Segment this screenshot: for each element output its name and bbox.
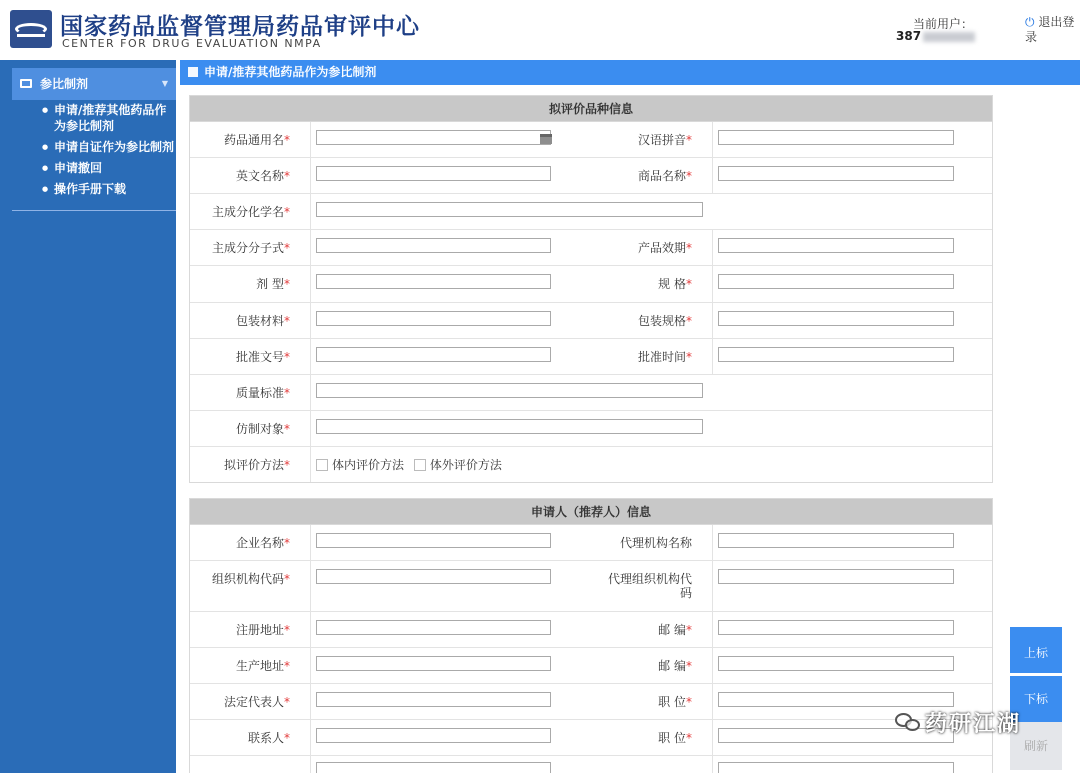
contact-input[interactable] bbox=[316, 728, 551, 743]
contact-position-label: 职 位* bbox=[658, 731, 692, 745]
sidebar-item-self-certify[interactable]: ● 申请自证作为参比制剂 bbox=[12, 139, 176, 155]
shelf-life-input[interactable] bbox=[718, 238, 954, 253]
org-code-label: 组织机构代码* bbox=[211, 572, 290, 586]
sidebar-menu-reference-preparation[interactable]: 参比制剂 ▼ bbox=[12, 68, 176, 100]
form-row bbox=[190, 303, 992, 339]
logout-button[interactable]: ⏻ 退出登录 bbox=[1025, 15, 1075, 44]
english-name-input[interactable] bbox=[316, 166, 551, 181]
form-row bbox=[190, 612, 992, 648]
packaging-material-label: 包装材料* bbox=[235, 314, 290, 328]
trade-name-label: 商品名称* bbox=[637, 169, 692, 183]
agency-name-label: 代理机构名称 bbox=[619, 536, 692, 550]
dosage-form-input[interactable] bbox=[316, 274, 551, 289]
legal-rep-position-label: 职 位* bbox=[658, 695, 692, 709]
packaging-material-input[interactable] bbox=[316, 311, 551, 326]
current-user-value: 387 bbox=[896, 29, 975, 43]
in-vivo-label: 体内评价方法 bbox=[332, 458, 405, 472]
form-row bbox=[190, 411, 992, 447]
form-row bbox=[190, 561, 992, 612]
package-spec-label: 包装规格* bbox=[637, 314, 692, 328]
form-row bbox=[190, 194, 992, 230]
pinyin-label: 汉语拼音* bbox=[637, 133, 692, 147]
power-icon: ⏻ bbox=[1025, 15, 1035, 29]
package-spec-input[interactable] bbox=[718, 311, 954, 326]
refresh-button[interactable]: 刷新 bbox=[1010, 722, 1062, 770]
contact-label: 联系人* bbox=[247, 731, 290, 745]
eval-method-label: 拟评价方法* bbox=[223, 458, 290, 472]
sidebar bbox=[0, 60, 176, 773]
in-vivo-checkbox[interactable] bbox=[316, 459, 328, 471]
chem-name-input[interactable] bbox=[316, 202, 703, 217]
prod-address-input[interactable] bbox=[316, 656, 551, 671]
in-vitro-label: 体外评价方法 bbox=[429, 458, 502, 472]
wechat-icon bbox=[895, 713, 921, 733]
form-row bbox=[190, 684, 992, 720]
imitation-target-input[interactable] bbox=[316, 419, 703, 434]
form-row bbox=[190, 266, 992, 303]
page-title: 申请/推荐其他药品作为参比制剂 bbox=[204, 65, 377, 79]
quality-standard-input[interactable] bbox=[316, 383, 703, 398]
section-title-applicant: 申请人（推荐人）信息 bbox=[190, 499, 992, 525]
legal-rep-position-input[interactable] bbox=[718, 692, 954, 707]
sidebar-item-withdraw[interactable]: ● 申请撤回 bbox=[12, 160, 176, 176]
form-row bbox=[190, 230, 992, 266]
page-header bbox=[0, 0, 1080, 60]
postcode-input[interactable] bbox=[718, 620, 954, 635]
quality-standard-label: 质量标准* bbox=[235, 386, 290, 400]
form-row bbox=[190, 720, 992, 756]
legal-rep-input[interactable] bbox=[316, 692, 551, 707]
approval-date-input[interactable] bbox=[718, 347, 954, 362]
form-row bbox=[190, 158, 992, 194]
dosage-form-label: 剂 型* bbox=[256, 277, 290, 291]
watermark: 药研江湖 bbox=[895, 707, 1021, 738]
in-vitro-checkbox[interactable] bbox=[414, 459, 426, 471]
sidebar-submenu bbox=[12, 102, 176, 202]
sidebar-item-manual-download[interactable]: ● 操作手册下载 bbox=[12, 181, 176, 197]
org-code-input[interactable] bbox=[316, 569, 551, 584]
agency-org-code-input[interactable] bbox=[718, 569, 954, 584]
eval-method-options bbox=[316, 456, 508, 473]
generic-name-input[interactable] bbox=[316, 130, 551, 145]
chem-name-label: 主成分化学名* bbox=[211, 205, 290, 219]
form-row bbox=[190, 756, 992, 773]
sidebar-item-apply-recommend[interactable]: ● 申请/推荐其他药品作为参比制剂 bbox=[12, 102, 176, 134]
form-row bbox=[190, 525, 992, 561]
site-title: 国家药品监督管理局药品审评中心 bbox=[60, 14, 420, 40]
redacted-user-id bbox=[923, 32, 975, 42]
reg-address-label: 注册地址* bbox=[235, 623, 290, 637]
trade-name-input[interactable] bbox=[718, 166, 954, 181]
form-row bbox=[190, 122, 992, 158]
prod-address-label: 生产地址* bbox=[235, 659, 290, 673]
postcode-label: 邮 编* bbox=[658, 623, 692, 637]
form-row bbox=[190, 447, 992, 482]
form-row bbox=[190, 339, 992, 375]
cde-logo bbox=[10, 10, 52, 48]
molecular-formula-label: 主成分分子式* bbox=[211, 241, 290, 255]
agency-name-input[interactable] bbox=[718, 533, 954, 548]
specification-input[interactable] bbox=[718, 274, 954, 289]
form-row bbox=[190, 648, 992, 684]
sidebar-divider bbox=[12, 210, 176, 211]
contact-phone-input[interactable] bbox=[316, 762, 551, 773]
page-title-bar bbox=[180, 60, 1080, 85]
scroll-up-button[interactable]: 上标 bbox=[1010, 627, 1062, 673]
contact-extra-input[interactable] bbox=[718, 762, 954, 773]
section-title-drug-info: 拟评价品种信息 bbox=[190, 96, 992, 122]
calendar-icon[interactable] bbox=[540, 134, 552, 144]
pinyin-input[interactable] bbox=[718, 130, 954, 145]
company-name-input[interactable] bbox=[316, 533, 551, 548]
square-icon bbox=[188, 67, 198, 77]
caret-down-icon: ▼ bbox=[161, 79, 168, 88]
specification-label: 规 格* bbox=[658, 277, 692, 291]
legal-rep-label: 法定代表人* bbox=[223, 695, 290, 709]
prod-postcode-input[interactable] bbox=[718, 656, 954, 671]
form-row bbox=[190, 375, 992, 411]
approval-no-label: 批准文号* bbox=[235, 350, 290, 364]
site-subtitle: CENTER FOR DRUG EVALUATION NMPA bbox=[62, 37, 322, 50]
molecular-formula-input[interactable] bbox=[316, 238, 551, 253]
english-name-label: 英文名称* bbox=[235, 169, 290, 183]
agency-org-code-label: 代理组织机构代码 bbox=[607, 572, 692, 600]
book-icon bbox=[20, 79, 32, 88]
shelf-life-label: 产品效期* bbox=[637, 241, 692, 255]
reg-address-input[interactable] bbox=[316, 620, 551, 635]
approval-date-label: 批准时间* bbox=[637, 350, 692, 364]
company-name-label: 企业名称* bbox=[235, 536, 290, 550]
drug-info-section bbox=[189, 95, 993, 483]
current-user-label: 当前用户： bbox=[913, 17, 974, 31]
scroll-down-button[interactable]: 下标 bbox=[1010, 676, 1062, 722]
applicant-info-section bbox=[189, 498, 993, 773]
generic-name-label: 药品通用名* bbox=[223, 133, 290, 147]
prod-postcode-label: 邮 编* bbox=[658, 659, 692, 673]
approval-no-input[interactable] bbox=[316, 347, 551, 362]
imitation-target-label: 仿制对象* bbox=[235, 422, 290, 436]
